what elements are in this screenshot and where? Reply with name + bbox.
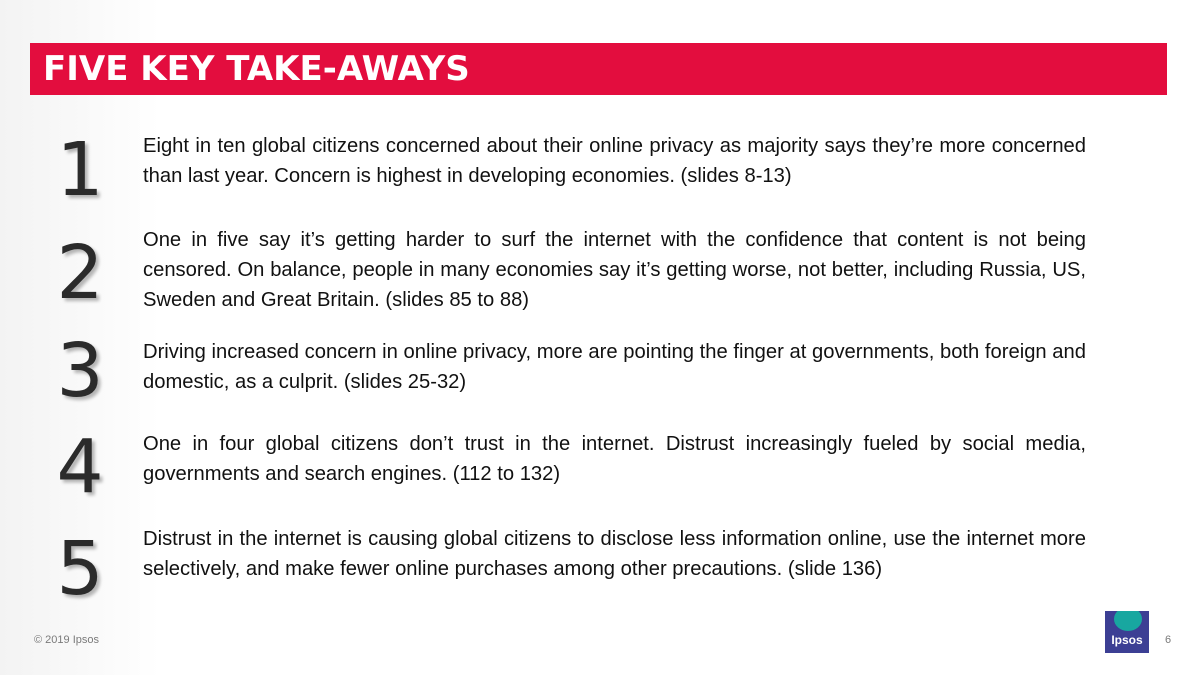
logo-accent-shape <box>1114 611 1142 631</box>
takeaway-number-5: 5 <box>56 526 104 612</box>
takeaway-number-3: 3 <box>56 328 104 414</box>
page-title: FIVE KEY TAKE-AWAYS <box>43 49 470 89</box>
takeaway-text-1: Eight in ten global citizens concerned about their online privacy as majority says they’re more concerned than last year. Concern is highest in developing economies. (slides 8-13) <box>143 135 1086 187</box>
takeaway-number-2: 2 <box>56 230 104 316</box>
takeaway-text-2: One in five say it’s getting harder to surf the internet with the confidence that content is not being censored. On balance, people in many economies say it’s getting worse, not better, including Russia, US, Sweden and Great Britain. (slides 85 to 88) <box>143 229 1086 311</box>
takeaway-text-3: Driving increased concern in online privacy, more are pointing the finger at governments, both foreign and domestic, as a culprit. (slides 25-32) <box>143 341 1086 393</box>
takeaway-text-5: Distrust in the internet is causing global citizens to disclose less information online, use the internet more selectively, and make fewer online purchases among other precautions. (slide 136) <box>143 528 1086 580</box>
page-number: 6 <box>1165 634 1172 646</box>
takeaway-number-1: 1 <box>56 127 104 213</box>
takeaway-text-4: One in four global citizens don’t trust in the internet. Distrust increasingly fueled by social media, governments and search engines. (112 to 132) <box>143 433 1086 485</box>
ipsos-logo-icon <box>1105 611 1149 653</box>
copyright-notice: © 2019 Ipsos <box>34 634 99 646</box>
title-bar <box>30 43 1167 95</box>
takeaway-number-4: 4 <box>56 424 104 510</box>
logo-text: Ipsos <box>1111 633 1143 647</box>
